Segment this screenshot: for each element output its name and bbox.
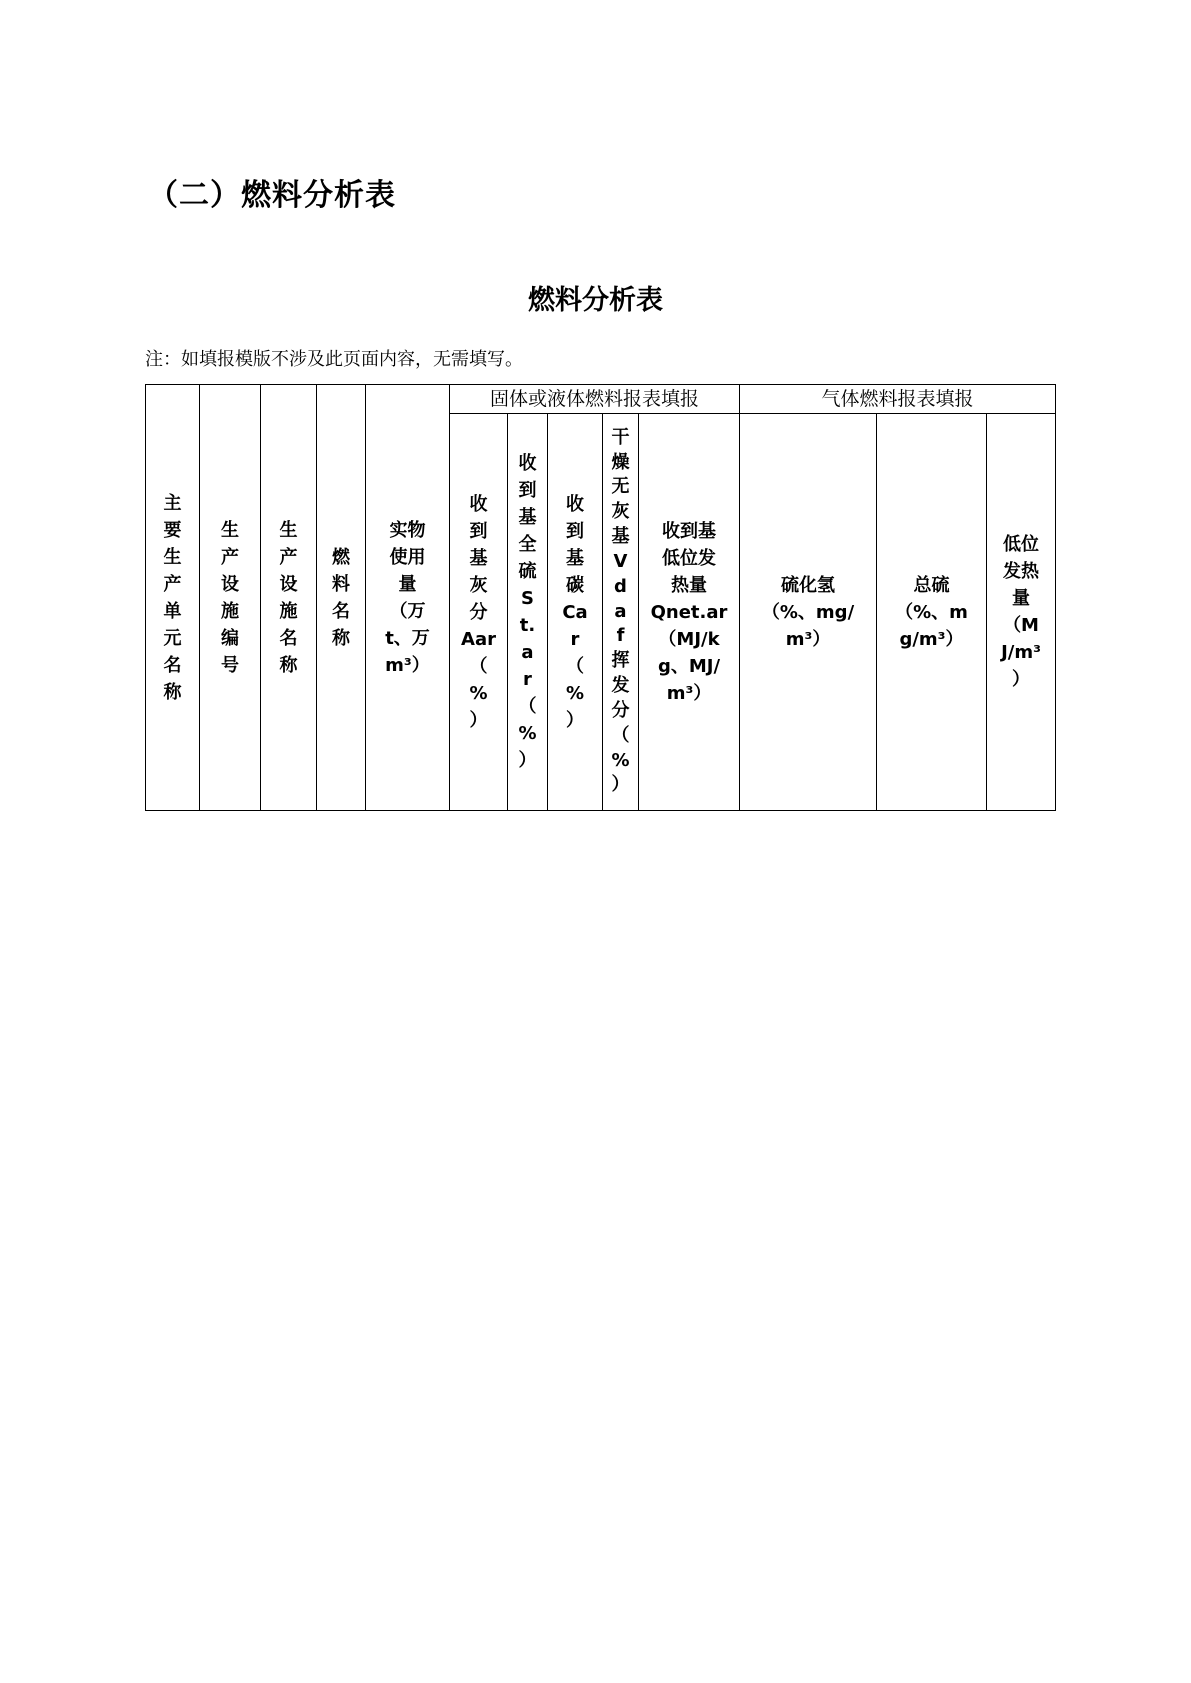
col-volatile: 干 燥 无 灰 基 V d a f 挥 发 分 （ % ） bbox=[603, 414, 639, 811]
col-heat-value: 收到基 低位发 热量 Qnet.ar （MJ/k g、MJ/ m³） bbox=[639, 414, 740, 811]
table-title: 燃料分析表 bbox=[528, 285, 663, 316]
col-carbon: 收 到 基 碳 Ca r （ % ） bbox=[548, 414, 603, 811]
section-title: （二）燃料分析表 bbox=[148, 178, 396, 213]
note-text: 注：如填报模版不涉及此页面内容，无需填写。 bbox=[145, 349, 523, 370]
header-row bbox=[146, 385, 1056, 414]
group-gas: 气体燃料报表填报 bbox=[740, 385, 1056, 414]
group-solid-liquid: 固体或液体燃料报表填报 bbox=[450, 385, 740, 414]
fuel-analysis-table bbox=[145, 384, 1056, 811]
col-sulfur: 收 到 基 全 硫 S t. a r （ % ） bbox=[508, 414, 548, 811]
col-facility-name: 生 产 设 施 名 称 bbox=[261, 385, 317, 811]
col-facility-code: 生 产 设 施 编 号 bbox=[200, 385, 261, 811]
col-usage: 实物 使用 量 （万 t、万 m³） bbox=[366, 385, 450, 811]
col-ash: 收 到 基 灰 分 Aar （ % ） bbox=[450, 414, 508, 811]
col-total-sulfur: 总硫 （%、m g/m³） bbox=[877, 414, 987, 811]
col-unit-name: 主 要 生 产 单 元 名 称 bbox=[146, 385, 200, 811]
col-gas-heat: 低位 发热 量 （M J/m³ ） bbox=[987, 414, 1056, 811]
col-fuel-name: 燃 料 名 称 bbox=[317, 385, 366, 811]
col-h2s: 硫化氢 （%、mg/ m³） bbox=[740, 414, 877, 811]
